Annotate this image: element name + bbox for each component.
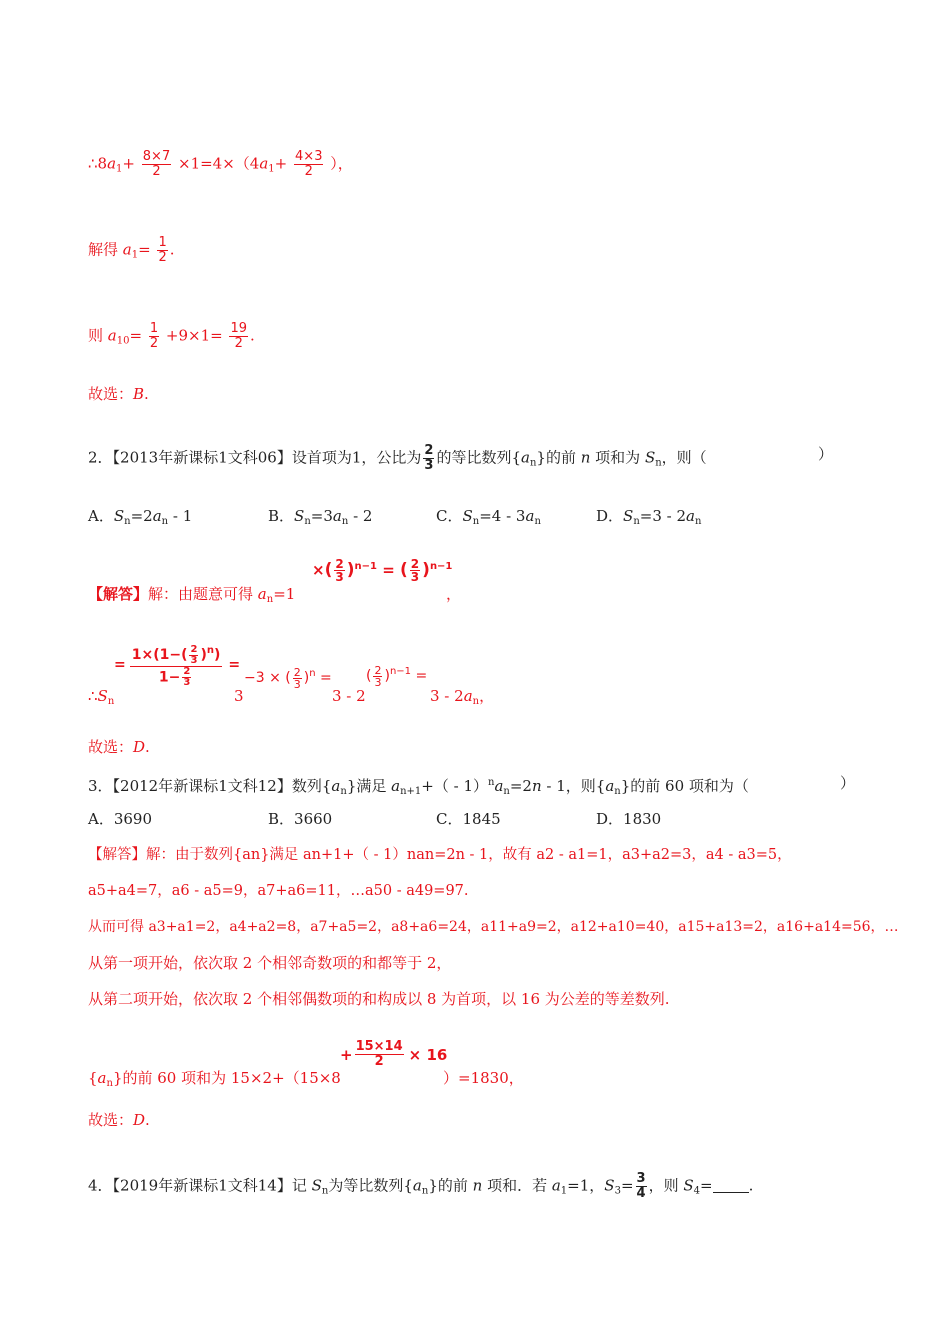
text: ×1=4×（4 <box>178 154 260 173</box>
answer-blank[interactable] <box>713 1178 749 1193</box>
option-b[interactable] <box>268 809 332 829</box>
text: + <box>122 154 135 173</box>
text: +（ - 1） <box>421 777 488 795</box>
var: a <box>605 777 615 795</box>
text: 1− <box>158 669 181 685</box>
text: = <box>411 668 428 684</box>
answer-3-sum <box>88 1068 341 1094</box>
var: a <box>332 507 342 525</box>
subscript: n <box>421 1185 429 1197</box>
fraction <box>149 322 159 351</box>
text: 项和为 <box>590 448 645 467</box>
subscript: n <box>614 786 621 797</box>
subscript: 10 <box>116 335 130 347</box>
answer: D <box>133 738 146 756</box>
numerator: 15×14 <box>355 1039 403 1054</box>
text: × 16 <box>408 1045 448 1064</box>
option-value: 3660 <box>294 810 333 828</box>
answer-3-line-5: 从第二项开始，依次取 2 个相邻偶数项的和构成以 8 为首项，以 16 为公差的等差数列. <box>88 990 670 1008</box>
subscript: n <box>321 1185 329 1197</box>
denominator: 2 <box>374 1054 384 1069</box>
denominator: 3 <box>335 570 344 584</box>
text: + <box>340 1045 353 1064</box>
denominator: 4 <box>636 1186 646 1201</box>
exponent: n <box>487 777 495 788</box>
numerator: 1 <box>149 321 159 336</box>
text: . <box>169 240 175 259</box>
text: - 2 <box>348 507 373 525</box>
subscript: n <box>304 516 311 527</box>
subscript: n <box>340 786 347 797</box>
var: a <box>331 777 341 795</box>
option-d[interactable] <box>596 809 661 829</box>
den-three: 3 <box>234 687 244 705</box>
fraction <box>182 667 191 688</box>
numerator: 2 <box>424 443 434 458</box>
option-b[interactable] <box>268 506 372 532</box>
var: S <box>294 507 305 525</box>
text: ，则（ <box>661 448 707 467</box>
text: +9×1= <box>165 326 223 345</box>
subscript: n <box>161 516 169 527</box>
subscript: n+1 <box>400 786 422 797</box>
numerator: 2 <box>410 557 420 571</box>
var: a <box>521 448 530 467</box>
text: =3 - 2 <box>639 507 687 525</box>
subscript: n <box>341 516 349 527</box>
var: a <box>97 1069 107 1087</box>
text: −3 × ( <box>244 670 291 686</box>
text: =3 <box>310 507 333 525</box>
answer-2-line-1 <box>88 584 295 610</box>
var: S <box>97 687 108 705</box>
subscript: n <box>529 457 537 469</box>
denominator: 3 <box>293 677 301 691</box>
var: a <box>152 507 162 525</box>
text: ）， <box>330 154 353 173</box>
text: 3．【2012年新课标1文科12】数列{ <box>88 777 332 795</box>
text: 故选： <box>88 1111 134 1129</box>
text: ， <box>479 687 495 705</box>
text: 2．【2013年新课标1文科06】设首项为1，公比为 <box>88 448 422 467</box>
denominator: 2 <box>234 336 243 351</box>
text: + <box>274 154 288 173</box>
answer-3-sum-end: ）=1830， <box>443 1069 524 1087</box>
fraction <box>636 1172 647 1201</box>
question-3-close-paren: ） <box>840 774 856 792</box>
option-a[interactable] <box>88 506 192 532</box>
denominator: 3 <box>374 675 382 689</box>
var: n <box>531 777 542 795</box>
subscript: 1 <box>560 1185 568 1197</box>
text: . <box>250 326 255 345</box>
subscript: n <box>124 516 131 527</box>
exponent: n−1 <box>354 561 377 572</box>
answer-heading: 【解答】 <box>88 585 149 603</box>
question-4 <box>88 1172 753 1202</box>
text: }满足 <box>346 777 392 795</box>
denominator <box>159 667 193 688</box>
var: a <box>525 507 535 525</box>
text: 的等比数列{ <box>436 448 521 467</box>
text: = <box>129 326 143 345</box>
comma: ， <box>446 585 462 603</box>
var: a <box>107 154 117 173</box>
var: a <box>122 240 132 259</box>
var: a <box>257 585 267 603</box>
text: }的前 <box>536 448 581 467</box>
option-c[interactable] <box>436 506 541 532</box>
answer: B <box>133 385 145 403</box>
text: =2 <box>509 777 532 795</box>
answer-3-choice <box>88 1110 150 1130</box>
subscript: n <box>107 696 115 707</box>
denominator: 2 <box>152 164 161 179</box>
var: S <box>462 507 473 525</box>
text: = <box>382 561 395 579</box>
text: =2 <box>130 507 153 525</box>
subscript: 1 <box>116 163 123 175</box>
var: a <box>551 1176 561 1195</box>
text: 为等比数列{ <box>328 1176 413 1195</box>
option-value: 1845 <box>462 810 501 828</box>
numerator: 2 <box>183 665 191 677</box>
fraction <box>294 150 323 179</box>
option-a[interactable] <box>88 809 152 829</box>
solution-line-3 <box>88 322 255 352</box>
final-result <box>430 686 494 712</box>
option-label: B． <box>268 507 295 525</box>
text: ) <box>200 647 207 663</box>
fraction <box>334 558 344 583</box>
fraction <box>189 645 198 666</box>
subscript: 3 <box>614 1185 621 1197</box>
denominator: 3 <box>183 676 191 688</box>
var: S <box>604 1176 615 1195</box>
numerator: 2 <box>374 663 382 677</box>
fraction <box>229 322 248 351</box>
numerator: 2 <box>293 665 301 679</box>
text: = <box>138 240 151 259</box>
text: 4．【2019年新课标1文科14】记 <box>88 1176 312 1195</box>
text: }的前 60 项和为 15×2+（15×8 <box>112 1069 341 1087</box>
var: a <box>259 154 269 173</box>
subscript: n <box>633 516 640 527</box>
denominator: 2 <box>304 164 313 179</box>
term-1: −3 × ( $\frac{2}{3}$ )$^n$ = <box>244 665 332 691</box>
var: S <box>623 507 634 525</box>
denominator: 3 <box>424 458 434 473</box>
option-d[interactable] <box>596 506 701 532</box>
var: S <box>113 507 125 525</box>
fraction <box>410 558 420 583</box>
var: S <box>683 1176 694 1195</box>
text: { <box>88 1069 98 1087</box>
denominator: 3 <box>410 570 420 584</box>
option-label: B． <box>268 810 295 828</box>
fraction <box>355 1040 404 1069</box>
text: . <box>145 1111 150 1129</box>
subscript: n <box>106 1078 113 1089</box>
text: 1×(1−( <box>131 647 188 663</box>
answer-3-line-4: 从第一项开始，依次取 2 个相邻奇数项的和都等于 2， <box>88 954 452 972</box>
denominator: 3 <box>190 654 198 666</box>
numerator: 8×7 <box>142 149 171 164</box>
var: n <box>580 448 591 467</box>
text: 解得 <box>88 240 123 259</box>
text: 解：由题意可得 <box>148 585 258 603</box>
text: = <box>228 656 241 673</box>
option-label: A． <box>88 507 114 525</box>
subscript: 1 <box>131 249 139 261</box>
numerator: 19 <box>230 321 248 336</box>
exponent: n−1 <box>429 561 453 572</box>
answer-3-line-1: 【解答】解：由于数列{an}满足 an+1+（ - 1）nan=2n - 1，故有 a2 - a1=1，a3+a2=3，a4 - a3=5， <box>88 847 792 863</box>
option-label: C． <box>436 810 463 828</box>
text: =1， <box>567 1176 605 1195</box>
question-3 <box>88 773 749 802</box>
exponent: n−1 <box>389 666 412 677</box>
text: . <box>748 1176 754 1195</box>
answer-3-line-2: a5+a4=7，a6 - a5=9，a7+a6=11，…a50 - a49=97. <box>88 883 469 899</box>
text: ) <box>213 647 221 663</box>
subscript: n <box>655 457 662 469</box>
subscript: n <box>472 696 480 707</box>
text: 故选： <box>88 738 134 756</box>
subscript: n <box>503 786 510 797</box>
text: × <box>312 561 325 579</box>
subscript: n <box>472 516 480 527</box>
var: a <box>107 326 117 345</box>
three-minus-two: 3 - 2 <box>332 687 366 705</box>
formula-image-power: ×( $\frac{2}{3}$ )$^{n-1}$ = ( $\frac{2}{3}$ )$^{n-1}$ <box>312 557 453 584</box>
question-2 <box>88 444 707 474</box>
text: - 1 <box>168 507 193 525</box>
var: a <box>686 507 695 525</box>
text: = <box>114 656 126 673</box>
text: 3 - 2 <box>430 687 464 705</box>
text: = <box>315 670 332 686</box>
numerator: 4×3 <box>295 149 323 164</box>
denominator: 2 <box>158 250 167 265</box>
formula-image-arith <box>340 1040 447 1069</box>
text: ∴8 <box>88 154 108 173</box>
option-c[interactable] <box>436 809 501 829</box>
subscript: n <box>266 594 274 605</box>
denominator: 2 <box>149 336 159 351</box>
numerator: 3 <box>636 1171 646 1186</box>
text: =1 <box>273 585 296 603</box>
text: - 1，则{ <box>541 777 606 795</box>
solution-line-1 <box>88 150 353 180</box>
option-label: D． <box>596 810 624 828</box>
numerator <box>130 642 223 667</box>
var: S <box>644 448 656 467</box>
fraction <box>293 667 302 690</box>
exponent: n <box>309 668 316 679</box>
fraction <box>423 444 434 473</box>
var: a <box>412 1176 422 1195</box>
text: 则 <box>88 326 108 345</box>
var: a <box>494 777 504 795</box>
numerator: 1 <box>158 235 167 250</box>
text: . <box>145 738 150 756</box>
var: n <box>472 1176 483 1195</box>
option-value: 1830 <box>623 810 662 828</box>
option-label: D． <box>596 507 624 525</box>
var: a <box>463 687 473 705</box>
term-2: ( $\frac{2}{3}$ )$^{n-1}$ = <box>366 663 428 689</box>
answer-line <box>88 384 149 404</box>
text: }的前 <box>428 1176 473 1195</box>
subscript: n <box>694 516 702 527</box>
text: 故选： <box>88 385 134 403</box>
therefore-sn <box>88 686 114 712</box>
question-2-close-paren: ） <box>818 445 834 463</box>
subscript: 4 <box>693 1185 701 1197</box>
answer-3-line-3: 从而可得 a3+a1=2，a4+a2=8，a7+a5=2，a8+a6=24，a11+a9=2，a12+a10=40，a15+a13=2，a16+a14=56，… <box>88 919 899 935</box>
subscript: 1 <box>268 163 275 175</box>
fraction <box>157 236 167 265</box>
fraction <box>142 150 171 179</box>
answer: D <box>133 1111 146 1129</box>
text: = <box>700 1176 713 1195</box>
text: }的前 60 项和为（ <box>620 777 749 795</box>
fraction <box>373 665 382 688</box>
formula-image-sum <box>114 642 240 688</box>
text: . <box>144 385 149 403</box>
text: ，则 <box>648 1176 684 1195</box>
option-value: 3690 <box>113 810 153 828</box>
exponent: n <box>206 645 214 656</box>
answer-2-choice <box>88 737 150 757</box>
solution-line-2 <box>88 236 175 266</box>
numerator: 2 <box>190 643 198 655</box>
option-label: C． <box>436 507 463 525</box>
var: a <box>391 777 401 795</box>
var: S <box>311 1176 322 1195</box>
option-label: A． <box>88 810 114 828</box>
text: ∴ <box>88 687 98 705</box>
text: 项和．若 <box>482 1176 552 1195</box>
subscript: n <box>534 516 541 527</box>
numerator: 2 <box>335 557 344 571</box>
text: =4 - 3 <box>479 507 526 525</box>
fraction <box>130 642 223 688</box>
text: = <box>620 1176 634 1195</box>
